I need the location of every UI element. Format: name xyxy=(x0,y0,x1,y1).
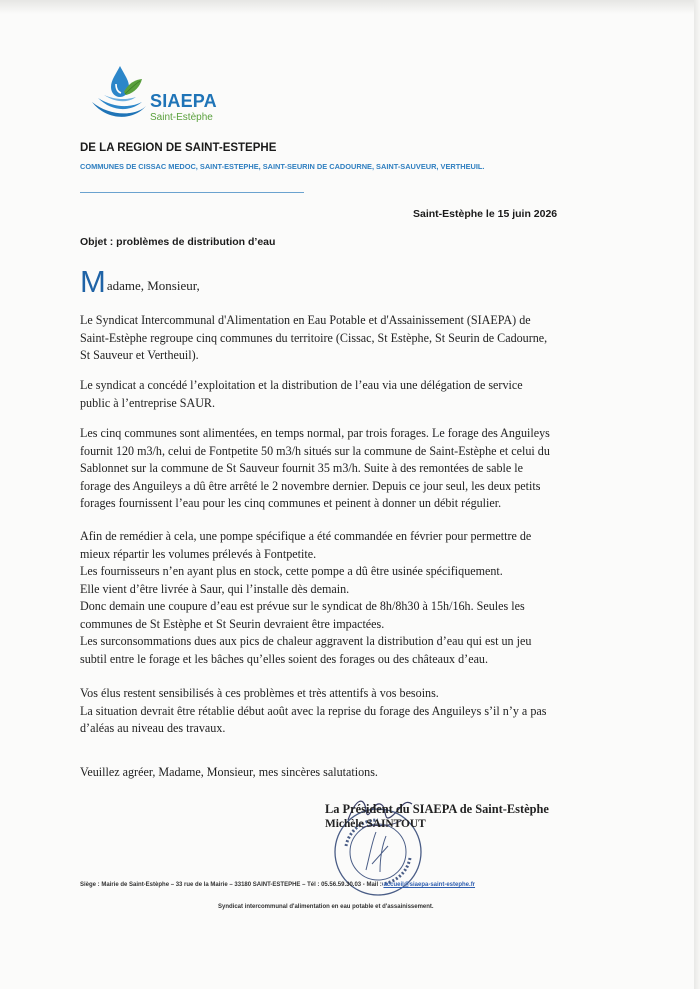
paragraph-closing xyxy=(80,764,625,782)
paragraph-line: Veuillez agréer, Madame, Monsieur, mes sincères salutations. xyxy=(80,765,378,779)
letter-subject: Objet : problèmes de distribution d’eau xyxy=(80,236,276,248)
paragraph-intro xyxy=(80,312,625,365)
salutation xyxy=(80,264,200,299)
paragraph-line: mieux répartir les volumes prélevés à Fontpetite. xyxy=(80,546,317,561)
paragraph-line: La situation devrait être rétablie début août avec la reprise du forage des Anguileys s’il n’y a pas xyxy=(80,703,547,718)
letter-date: Saint-Estèphe le 15 juin 2026 xyxy=(413,208,558,220)
signatory-name: Michèle SAINTOUT xyxy=(325,818,426,830)
paragraph-line: Donc demain une coupure d’eau est prévue sur le syndicat de 8h/8h30 à 15h/16h. Seules les xyxy=(80,599,525,613)
paragraph-pompe xyxy=(80,528,625,668)
paragraph-line: Le Syndicat Intercommunal d'Alimentation en Eau Potable et d'Assainissement (SIAEPA) de xyxy=(80,313,531,327)
scan-edge xyxy=(694,0,700,989)
paragraph-line: public à l’entreprise SAUR. xyxy=(80,395,216,410)
footer-address xyxy=(80,882,475,888)
paragraph-line: Saint-Estèphe regroupe cinq communes du territoire (Cissac, St Estèphe, St Seurin de Cadourne, xyxy=(80,330,548,345)
paragraph-line: Les surconsommations dues aux pics de chaleur aggravent la distribution d’eau qui est un jeu xyxy=(80,634,532,648)
logo-wordmark: SIAEPA xyxy=(150,91,217,111)
logo-subtitle: Saint-Estèphe xyxy=(150,112,213,123)
paragraph-line: subtil entre le forage et les bâches qu’elles soient des forages ou des châteaux d’eau. xyxy=(80,651,489,666)
paragraph-line: communes de St Estèphe et St Seurin devraient être impactées. xyxy=(80,616,385,631)
paragraph-line: Les cinq communes sont alimentées, en temps normal, par trois forages. Le forage des Anguileys xyxy=(80,426,550,440)
scan-shadow xyxy=(0,0,700,14)
paragraph-line: forage des Anguileys a dû être arrêté le 2 novembre dernier. Depuis ce jour seul, les deux petits xyxy=(80,478,541,493)
paragraph-line: d’aléas au niveau des travaux. xyxy=(80,721,226,735)
paragraph-line: Sablonnet sur la commune de St Sauveur fournit 35 m3/h. Suite à des remontées de sable le xyxy=(80,461,524,475)
letterhead-region: DE LA REGION DE SAINT-ESTEPHE xyxy=(80,142,277,154)
paragraph-concession xyxy=(80,377,625,412)
paragraph-line: Afin de remédier à cela, une pompe spécifique a été commandée en février pour permettre de xyxy=(80,529,532,543)
paragraph-line: Les fournisseurs n’en ayant plus en stock, cette pompe a dû être usinée spécifiquement. xyxy=(80,564,503,578)
paragraph-line: St Sauveur et Vertheuil). xyxy=(80,348,199,362)
paragraph-line: forages fournissent l’eau pour les cinq communes et peinent à donner un débit régulier. xyxy=(80,496,502,510)
paragraph-line: Vos élus restent sensibilisés à ces problèmes et très attentifs à vos besoins. xyxy=(80,686,439,700)
letterhead-divider xyxy=(80,192,304,193)
salutation-text: adame, Monsieur, xyxy=(106,278,200,293)
footer-tagline: Syndicat intercommunal d'alimentation en eau potable et d'assainissement. xyxy=(218,904,434,910)
paragraph-elus xyxy=(80,685,625,738)
footer-address-text: Siège : Mairie de Saint-Estèphe – 33 rue de la Mairie – 33180 SAINT-ESTEPHE – Tél : 05.56.59.30.03 - Mail : xyxy=(80,882,384,888)
paragraph-forages xyxy=(80,425,625,513)
footer-email-link[interactable]: accueil@siaepa-saint-estephe.fr xyxy=(383,882,476,888)
paragraph-line: fournit 120 m3/h, celui de Fontpetite 50 m3/h situés sur la commune de Saint-Estèphe et celui du xyxy=(80,443,550,458)
letterhead-communes: COMMUNES DE CISSAC MEDOC, SAINT-ESTEPHE, SAINT-SEURIN DE CADOURNE, SAINT-SAUVEUR, VERTHEUIL. xyxy=(80,162,485,171)
signatory-title: La Président du SIAEPA de Saint-Estèphe xyxy=(325,802,549,816)
paragraph-line: Le syndicat a concédé l’exploitation et la distribution de l’eau via une délégation de service xyxy=(80,378,523,392)
drop-cap-initial: M xyxy=(80,264,106,299)
paragraph-line: Elle vient d’être livrée à Saur, qui l’installe dès demain. xyxy=(80,581,350,596)
